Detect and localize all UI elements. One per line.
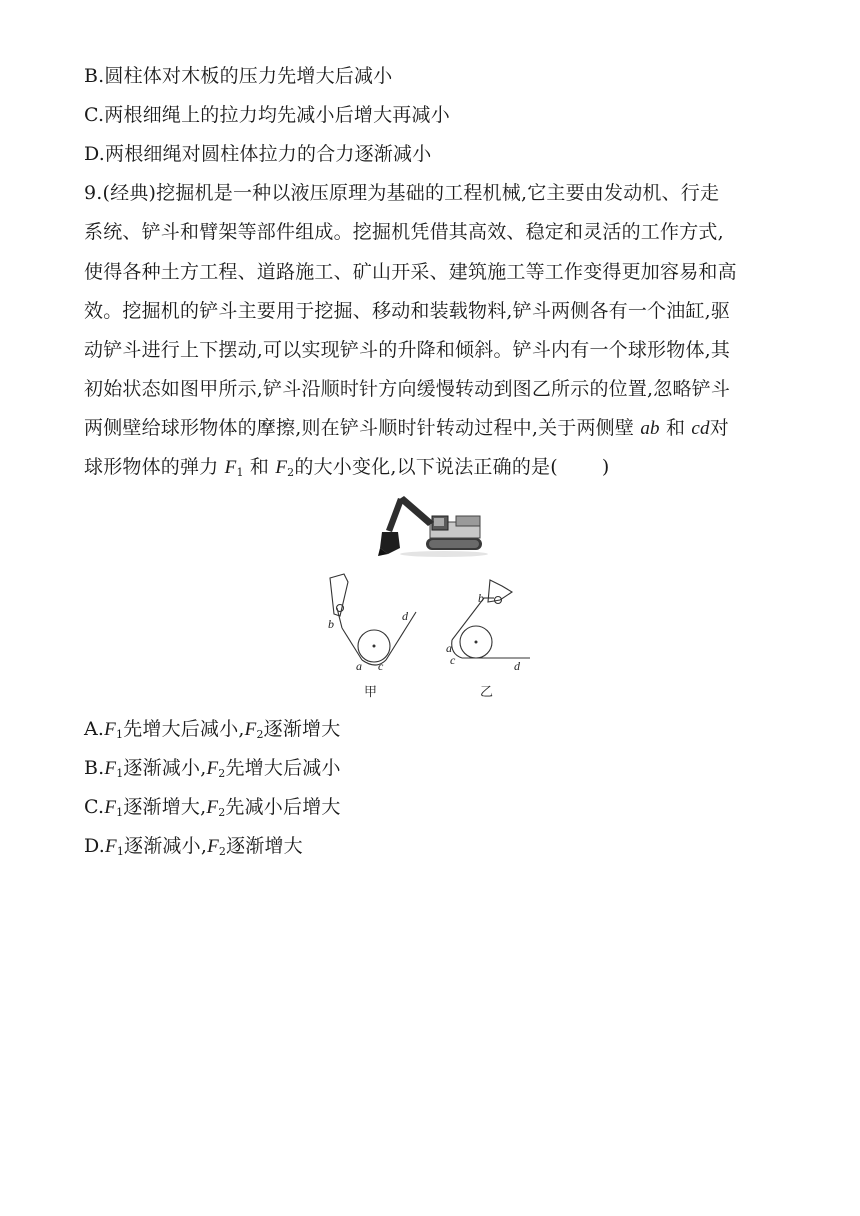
option-c-f1: F [104, 797, 117, 818]
symbol-f2: F [275, 457, 288, 478]
bucket-diagram [322, 572, 530, 704]
line7-text-a: 两侧壁给球形物体的摩擦,则在铲斗顺时针转动过程中,关于两侧壁 [84, 417, 641, 439]
label-a-yi: a [446, 641, 452, 655]
option-b-f1: F [104, 758, 117, 779]
option-b-f2-sub: 2 [218, 767, 226, 780]
option-c-prefix: C. [84, 796, 105, 818]
caption-yi: 乙 [480, 685, 494, 700]
option-c[interactable] [84, 794, 776, 826]
option-d-f1: F [105, 836, 117, 857]
option-a-f2: F [244, 719, 257, 740]
option-b-f1-sub: 1 [116, 767, 124, 780]
line8-text-b: 和 [249, 456, 276, 478]
label-c-yi: c [450, 653, 456, 667]
diagram-yi [452, 580, 530, 658]
wall-cd-label: cd [691, 418, 710, 439]
option-a-prefix: A. [84, 718, 105, 740]
question9-line-5: 动铲斗进行上下摆动,可以实现铲斗的升降和倾斜。铲斗内有一个球形物体,其 [84, 339, 731, 361]
line7-text-b: 和 [659, 417, 692, 439]
symbol-f2-subscript: 2 [287, 466, 295, 479]
question9-line-3: 使得各种土方工程、道路施工、矿山开采、建筑施工等工作变得更加容易和高 [84, 261, 737, 283]
option-d-prefix: D. [84, 835, 105, 857]
symbol-f1: F [224, 457, 237, 478]
question9-line-4: 效。挖掘机的铲斗主要用于挖掘、移动和装载物料,铲斗两侧各有一个油缸,驱 [84, 300, 731, 322]
option-c-f2-text: 先减小后增大 [225, 796, 341, 818]
option-c-f2: F [206, 797, 219, 818]
option-a-f1-text: 先增大后减小, [123, 718, 245, 740]
option-d-f2: F [207, 836, 219, 857]
option-b-f2: F [206, 758, 219, 779]
option-b-previous: B.圆柱体对木板的压力先增大后减小 [84, 65, 393, 87]
option-b-prefix: B. [84, 757, 105, 779]
ball-center-dot-yi [475, 641, 478, 644]
symbol-f1-subscript: 1 [236, 466, 244, 479]
question9-line-2: 系统、铲斗和臂架等部件组成。挖掘机凭借其高效、稳定和灵活的工作方式, [84, 221, 724, 243]
option-d-f1-sub: 1 [116, 845, 125, 858]
caption-jia: 甲 [364, 685, 378, 700]
label-b-yi: b [478, 591, 484, 605]
question9-line-7 [84, 415, 776, 442]
option-d-previous: D.两根细绳对圆柱体拉力的合力逐渐减小 [84, 143, 432, 165]
label-c-jia: c [378, 659, 384, 673]
option-a-f2-sub: 2 [256, 728, 264, 741]
option-a-f1-sub: 1 [115, 728, 124, 741]
option-c-f1-text: 逐渐增大, [123, 796, 207, 818]
option-b[interactable] [84, 755, 776, 787]
option-d-f2-sub: 2 [218, 845, 227, 858]
label-a-jia: a [356, 659, 362, 673]
option-a-f2-text: 逐渐增大 [263, 718, 341, 740]
excavator-photo [374, 492, 488, 566]
label-d-jia: d [402, 609, 408, 623]
label-d-yi: d [514, 659, 520, 673]
question9-line-8 [84, 454, 776, 486]
option-d[interactable] [84, 833, 776, 865]
line8-text-c: 的大小变化,以下说法正确的是( [294, 456, 558, 478]
wall-ab-label: ab [640, 418, 660, 439]
line8-text-d: ) [601, 456, 610, 478]
line7-text-c: 对 [709, 417, 729, 439]
option-a-f1: F [104, 719, 116, 740]
ball-center-dot-jia [373, 645, 376, 648]
label-b-jia: b [328, 617, 334, 631]
option-c-previous: C.两根细绳上的拉力均先减小后增大再减小 [84, 104, 450, 126]
option-b-f1-text: 逐渐减小, [123, 757, 207, 779]
option-b-f2-text: 先增大后减小 [225, 757, 341, 779]
option-c-f1-sub: 1 [116, 806, 124, 819]
question9-line-6: 初始状态如图甲所示,铲斗沿顺时针方向缓慢转动到图乙所示的位置,忽略铲斗 [84, 378, 731, 400]
line8-text-a: 球形物体的弹力 [84, 456, 225, 478]
option-d-f2-text: 逐渐增大 [226, 835, 303, 857]
question9-line-1: 9.(经典)挖掘机是一种以液压原理为基础的工程机械,它主要由发动机、行走 [84, 182, 720, 204]
option-c-f2-sub: 2 [218, 806, 226, 819]
option-a[interactable] [84, 716, 776, 748]
option-d-f1-text: 逐渐减小, [124, 835, 208, 857]
